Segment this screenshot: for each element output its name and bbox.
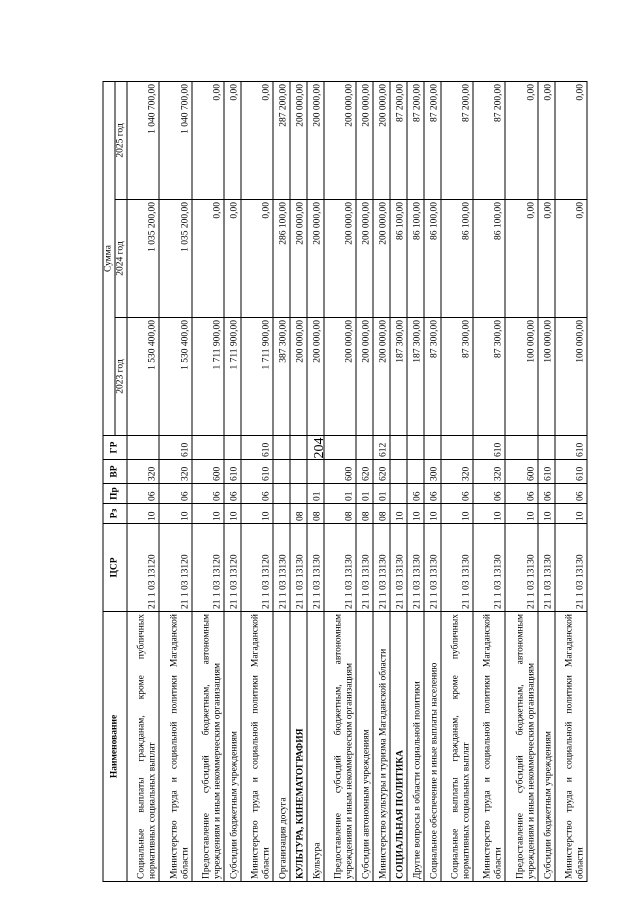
cell-csr: 21 1 03 13130 [307,524,324,612]
cell-csr: 21 1 03 13130 [290,524,307,612]
cell-vr: 600 [324,460,356,484]
cell-y2024: 86 100,00 [424,200,441,318]
cell-y2025: 87 200,00 [390,81,407,199]
table-row [290,81,307,881]
cell-y2025: 200 000,00 [373,81,390,199]
cell-y2023: 100 000,00 [505,318,537,436]
cell-pr: 01 [356,484,373,504]
cell-gr [424,436,441,460]
cell-gr: 610 [159,436,191,460]
table-row [538,81,555,881]
cell-y2023: 187 300,00 [407,318,424,436]
cell-vr: 620 [356,460,373,484]
cell-rz: 10 [127,504,159,524]
cell-rz: 10 [241,504,273,524]
cell-y2023: 1 711 900,00 [192,318,224,436]
cell-csr: 21 1 03 13130 [505,524,537,612]
cell-y2024: 86 100,00 [441,200,473,318]
cell-y2023: 100 000,00 [538,318,555,436]
cell-y2025: 200 000,00 [290,81,307,199]
cell-rz: 10 [407,504,424,524]
cell-y2024: 1 035 200,00 [159,200,191,318]
cell-name: Министерство труда и социальной политики Магаданской области [473,612,505,882]
cell-gr [324,436,356,460]
cell-gr: 610 [473,436,505,460]
cell-csr: 21 1 03 13120 [127,524,159,612]
table-row [273,81,290,881]
cell-pr: 06 [159,484,191,504]
cell-y2024: 0,00 [224,200,241,318]
cell-pr: 06 [473,484,505,504]
cell-y2025: 0,00 [192,81,224,199]
table-row [356,81,373,881]
cell-y2023: 1 711 900,00 [241,318,273,436]
header-name: Наименование [103,612,127,882]
cell-csr: 21 1 03 13130 [441,524,473,612]
cell-y2025: 87 200,00 [407,81,424,199]
cell-vr [290,460,307,484]
table-row [159,81,191,881]
cell-name: Культура [307,612,324,882]
cell-vr: 600 [192,460,224,484]
cell-pr [273,484,290,504]
cell-vr: 320 [127,460,159,484]
cell-csr: 21 1 03 13130 [538,524,555,612]
cell-csr: 21 1 03 13130 [555,524,588,612]
cell-y2024: 200 000,00 [290,200,307,318]
table-row [127,81,159,881]
cell-y2025: 200 000,00 [356,81,373,199]
cell-csr: 21 1 03 13130 [390,524,407,612]
cell-name: Социальные выплаты гражданам, кроме публичных нормативных социальных выплат [441,612,473,882]
cell-csr: 21 1 03 13120 [159,524,191,612]
cell-name: Министерство труда и социальной политики Магаданской области [159,612,191,882]
cell-y2023: 200 000,00 [290,318,307,436]
cell-rz: 08 [324,504,356,524]
cell-y2025: 1 040 700,00 [127,81,159,199]
cell-y2023: 87 300,00 [424,318,441,436]
cell-name: Субсидии автономным учреждениям [356,612,373,882]
cell-name: Другие вопросы в области социальной политики [407,612,424,882]
cell-rz: 10 [424,504,441,524]
cell-y2025: 200 000,00 [307,81,324,199]
cell-vr: 320 [159,460,191,484]
cell-gr [307,436,324,460]
cell-gr [127,436,159,460]
cell-y2025: 87 200,00 [424,81,441,199]
table-row [324,81,356,881]
table-row [307,81,324,881]
cell-y2023: 1 711 900,00 [224,318,241,436]
cell-y2024: 286 100,00 [273,200,290,318]
cell-y2024: 0,00 [505,200,537,318]
cell-gr [505,436,537,460]
cell-pr: 06 [555,484,588,504]
cell-y2024: 0,00 [538,200,555,318]
cell-gr [273,436,290,460]
cell-y2024: 0,00 [555,200,588,318]
cell-y2024: 86 100,00 [407,200,424,318]
cell-y2023: 200 000,00 [307,318,324,436]
cell-name: Организация досуга [273,612,290,882]
cell-vr [390,460,407,484]
cell-y2023: 1 530 400,00 [127,318,159,436]
cell-csr: 21 1 03 13130 [324,524,356,612]
cell-rz [273,504,290,524]
table-row [241,81,273,881]
header-csr: ЦСР [103,524,127,612]
cell-y2023: 200 000,00 [356,318,373,436]
cell-rz: 08 [356,504,373,524]
cell-gr: 610 [555,436,588,460]
table-row [473,81,505,881]
cell-y2023: 387 300,00 [273,318,290,436]
cell-name: Предоставление субсидий бюджетным, автономным учреждениям и иным некоммерческим организациям [505,612,537,882]
cell-csr: 21 1 03 13130 [373,524,390,612]
cell-rz: 10 [192,504,224,524]
cell-name: Министерство труда и социальной политики Магаданской области [555,612,588,882]
cell-y2023: 200 000,00 [324,318,356,436]
cell-pr: 06 [505,484,537,504]
cell-y2024: 200 000,00 [356,200,373,318]
cell-y2025: 0,00 [241,81,273,199]
header-2023: 2023 год [115,318,127,436]
cell-csr: 21 1 03 13130 [356,524,373,612]
cell-y2025: 87 200,00 [473,81,505,199]
table-row [424,81,441,881]
header-2024: 2024 год [115,200,127,318]
cell-rz: 10 [473,504,505,524]
cell-vr [407,460,424,484]
cell-y2025: 0,00 [538,81,555,199]
cell-csr: 21 1 03 13120 [224,524,241,612]
page-number: 204 [312,437,327,459]
cell-pr: 06 [241,484,273,504]
cell-vr: 620 [373,460,390,484]
cell-gr: 610 [241,436,273,460]
cell-gr [538,436,555,460]
cell-csr: 21 1 03 13120 [241,524,273,612]
cell-y2025: 200 000,00 [324,81,356,199]
header-rz: Рз [103,504,127,524]
cell-pr [290,484,307,504]
cell-pr: 06 [424,484,441,504]
cell-y2025: 0,00 [505,81,537,199]
budget-table [103,81,588,882]
cell-pr: 01 [324,484,356,504]
cell-y2023: 87 300,00 [473,318,505,436]
cell-y2024: 200 000,00 [373,200,390,318]
cell-y2025: 0,00 [224,81,241,199]
cell-vr: 610 [538,460,555,484]
table-row [224,81,241,881]
table-row [441,81,473,881]
table-row [555,81,588,881]
cell-gr [407,436,424,460]
cell-pr: 06 [441,484,473,504]
cell-name: Министерство труда и социальной политики Магаданской области [241,612,273,882]
cell-pr [390,484,407,504]
cell-y2023: 200 000,00 [373,318,390,436]
cell-vr: 320 [473,460,505,484]
cell-name: Социальное обеспечение и иные выплаты населению [424,612,441,882]
table-row [373,81,390,881]
cell-name: Субсидии бюджетным учреждениям [224,612,241,882]
cell-y2023: 87 300,00 [441,318,473,436]
cell-name: Предоставление субсидий бюджетным, автономным учреждениям и иным некоммерческим организациям [192,612,224,882]
header-pr: Пр [103,484,127,504]
table-row [192,81,224,881]
header-vr: ВР [103,460,127,484]
cell-gr [356,436,373,460]
header-row-1 [103,81,115,881]
cell-pr: 01 [373,484,390,504]
cell-y2024: 200 000,00 [307,200,324,318]
cell-gr: 612 [373,436,390,460]
cell-pr: 06 [127,484,159,504]
cell-pr: 06 [538,484,555,504]
cell-rz: 10 [441,504,473,524]
cell-y2025: 87 200,00 [441,81,473,199]
cell-rz: 10 [505,504,537,524]
cell-csr: 21 1 03 13120 [192,524,224,612]
cell-y2024: 0,00 [192,200,224,318]
table-row [407,81,424,881]
cell-rz: 08 [373,504,390,524]
cell-rz: 10 [390,504,407,524]
cell-name: КУЛЬТУРА, КИНЕМАТОГРАФИЯ [290,612,307,882]
cell-y2024: 86 100,00 [473,200,505,318]
cell-y2025: 287 200,00 [273,81,290,199]
cell-csr: 21 1 03 13130 [407,524,424,612]
cell-vr [273,460,290,484]
cell-gr [441,436,473,460]
cell-rz: 10 [538,504,555,524]
cell-rz: 10 [159,504,191,524]
cell-vr: 300 [424,460,441,484]
cell-vr: 610 [241,460,273,484]
cell-name: Социальные выплаты гражданам, кроме публичных нормативных социальных выплат [127,612,159,882]
cell-y2024: 86 100,00 [390,200,407,318]
cell-pr: 06 [224,484,241,504]
cell-y2024: 200 000,00 [324,200,356,318]
cell-gr [390,436,407,460]
cell-vr: 610 [555,460,588,484]
cell-y2023: 1 530 400,00 [159,318,191,436]
cell-csr: 21 1 03 13130 [473,524,505,612]
cell-y2025: 0,00 [555,81,588,199]
header-2025: 2025 год [115,81,127,199]
cell-rz: 08 [290,504,307,524]
cell-y2023: 100 000,00 [555,318,588,436]
cell-name: СОЦИАЛЬНАЯ ПОЛИТИКА [390,612,407,882]
cell-vr: 320 [441,460,473,484]
cell-y2025: 1 040 700,00 [159,81,191,199]
cell-rz: 08 [307,504,324,524]
table-body [127,81,587,881]
cell-csr: 21 1 03 13130 [273,524,290,612]
cell-vr: 610 [224,460,241,484]
cell-gr [224,436,241,460]
cell-rz: 10 [224,504,241,524]
cell-vr: 600 [505,460,537,484]
cell-name: Министерство культуры и туризма Магаданской области [373,612,390,882]
cell-gr [192,436,224,460]
cell-csr: 21 1 03 13130 [424,524,441,612]
table-row [390,81,407,881]
header-sum: Сумма [103,81,115,435]
cell-y2023: 187 300,00 [390,318,407,436]
cell-y2024: 0,00 [241,200,273,318]
cell-rz: 10 [555,504,588,524]
rotated-table-wrapper [103,82,588,882]
cell-pr: 01 [307,484,324,504]
cell-name: Субсидии бюджетным учреждениям [538,612,555,882]
table-row [505,81,537,881]
header-gr: ГР [103,436,127,460]
cell-gr [290,436,307,460]
cell-y2024: 1 035 200,00 [127,200,159,318]
cell-pr: 06 [192,484,224,504]
cell-pr: 06 [407,484,424,504]
cell-name: Предоставление субсидий бюджетным, автономным учреждениям и иным некоммерческим организациям [324,612,356,882]
cell-vr [307,460,324,484]
